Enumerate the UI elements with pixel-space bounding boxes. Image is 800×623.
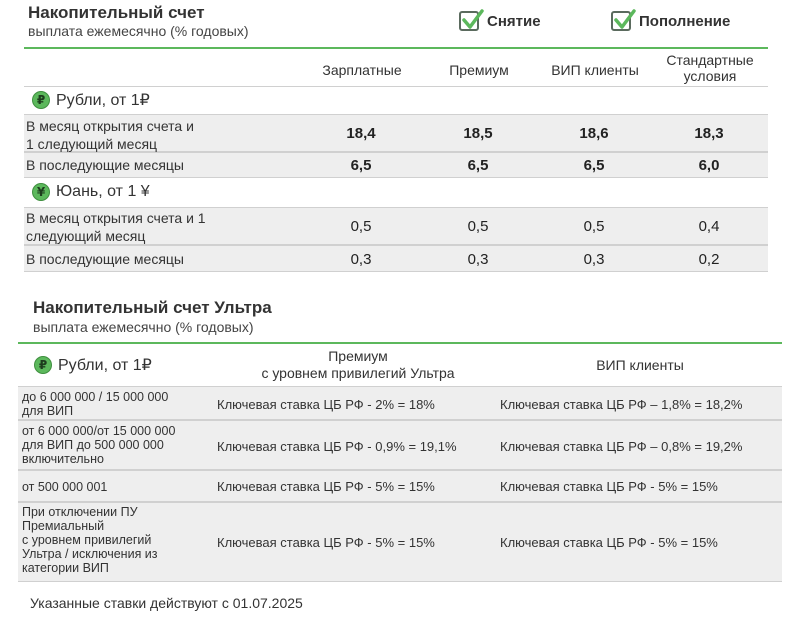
rate-value: 0,3 [350,251,372,268]
row-label: В месяц открытия счета и 1 следующий месяц [26,210,206,244]
row-label: В последующие месяцы [26,157,184,173]
premium-rate: Ключевая ставка ЦБ РФ - 2% = 18% [217,397,435,412]
rate-value: 6,0 [698,157,720,174]
footer-note: Указанные ставки действуют с 01.07.2025 [30,595,303,611]
section-yuan-label: Юань, от 1 ¥ [56,183,150,200]
legend-withdrawal-label: Снятие [487,12,541,30]
rate-value: 18,5 [463,125,493,142]
column-header-premium: Премиум [449,62,509,78]
account-subtitle: выплата ежемесячно (% годовых) [28,23,249,39]
section-rubles [32,90,150,110]
row-label: В последующие месяцы [26,251,184,267]
rate-value: 0,2 [698,251,720,268]
premium-rate: Ключевая ставка ЦБ РФ - 0,9% = 19,1% [217,439,457,454]
rate-value: 6,5 [583,157,605,174]
vip-rate: Ключевая ставка ЦБ РФ – 1,8% = 18,2% [500,397,743,412]
rate-value: 0,3 [583,251,605,268]
ultra-subtitle: выплата ежемесячно (% годовых) [33,319,254,335]
section-yuan [32,183,150,201]
rate-value: 6,5 [467,157,489,174]
ruble-coin-icon: ₽ [34,356,52,374]
yuan-coin-icon: ¥ [32,183,50,201]
rate-value: 0,5 [467,218,489,235]
rate-value: 18,3 [694,125,724,142]
row-label: При отключении ПУ Премиальный с уровнем привилегий Ультра / исключения из категории ВИП [22,505,158,575]
row-label: от 500 000 001 [22,480,108,494]
ultra-divider [18,342,782,344]
ultra-column-header-premium: Премиум с уровнем привилегий Ультра [261,348,455,381]
header-divider [24,47,768,49]
column-header-salary: Зарплатные [322,62,402,78]
premium-rate: Ключевая ставка ЦБ РФ - 5% = 15% [217,479,435,494]
row-label: В месяц открытия счета и 1 следующий месяц [26,118,194,152]
legend-deposit-label: Пополнение [639,12,731,30]
premium-rate: Ключевая ставка ЦБ РФ - 5% = 15% [217,535,435,550]
rate-value: 0,5 [583,218,605,235]
checkbox-checked-icon [459,11,479,31]
checkbox-checked-icon [611,11,631,31]
ultra-column-header-vip: ВИП клиенты [596,357,684,373]
column-header-standard: Стандартные условия [666,52,754,84]
vip-rate: Ключевая ставка ЦБ РФ – 0,8% = 19,2% [500,439,743,454]
vip-rate: Ключевая ставка ЦБ РФ - 5% = 15% [500,479,718,494]
legend-withdrawal [459,11,541,31]
ultra-title: Накопительный счет Ультра [33,298,272,317]
legend-deposit [611,11,730,31]
ruble-coin-icon: ₽ [32,91,50,109]
section-rubles-label: Рубли, от 1₽ [56,92,150,109]
rate-value: 18,6 [579,125,609,142]
account-title: Накопительный счет [28,3,205,22]
rate-value: 0,4 [698,218,720,235]
rate-value: 0,5 [350,218,372,235]
row-label: от 6 000 000/от 15 000 000 для ВИП до 500 000 000 включительно [22,424,176,466]
column-header-vip: ВИП клиенты [551,62,639,78]
section-ultra-rubles [34,355,152,375]
rate-value: 0,3 [467,251,489,268]
vip-rate: Ключевая ставка ЦБ РФ - 5% = 15% [500,535,718,550]
section-ultra-rubles-label: Рубли, от 1₽ [58,357,152,374]
row-label: до 6 000 000 / 15 000 000 для ВИП [22,390,169,418]
rate-value: 18,4 [346,125,376,142]
rate-value: 6,5 [350,157,372,174]
header-band-bottom [24,86,768,87]
